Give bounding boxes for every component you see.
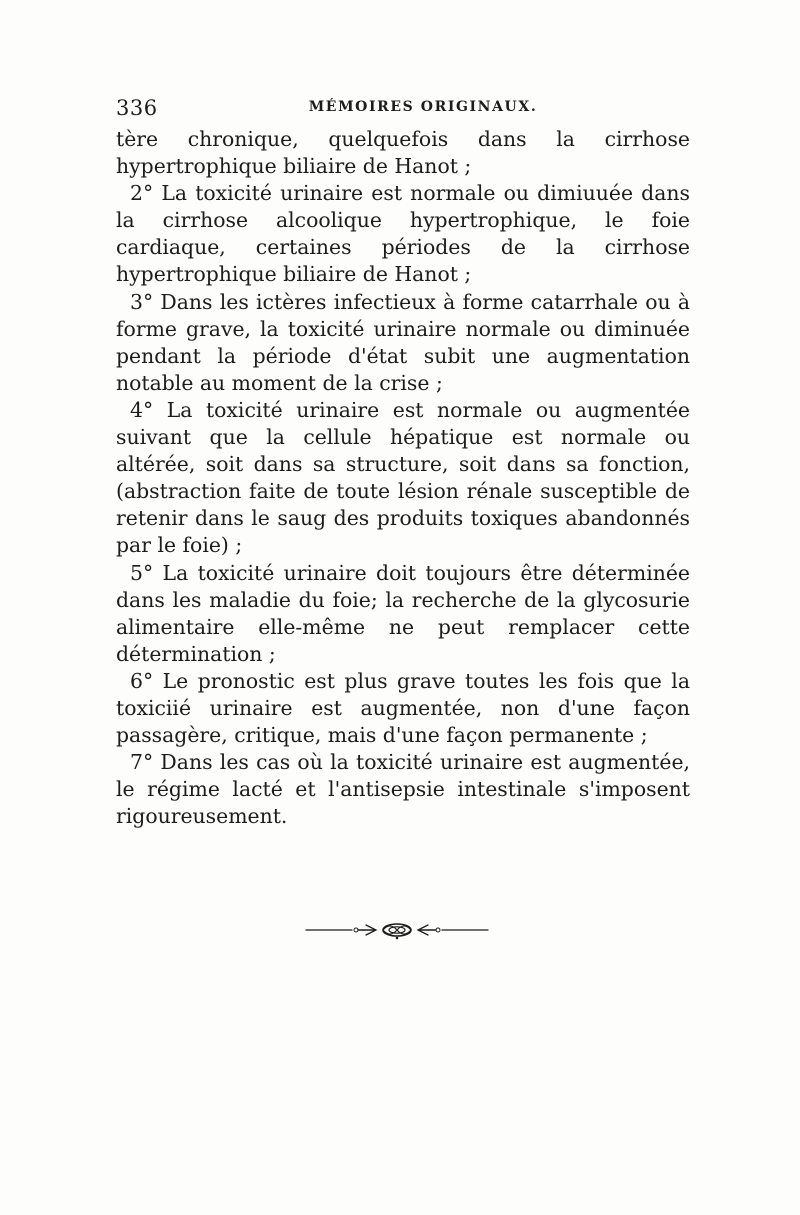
running-head-title: MÉMOIRES ORIGINAUX. <box>308 99 538 115</box>
paragraph-conclusion-4: 4° La toxicité urinaire est normale ou augmentée suivant que la cellule hépatique est normale ou altérée, soit dans sa structure, soit dans sa fonction, (abstraction faite de toute lésion rénale susceptible de retenir dans le saug des produits toxiques abandonnés par le foie) ; <box>116 397 690 558</box>
paragraph-conclusion-2: 2° La toxicité urinaire est normale ou dimiuuée dans la cirrhose alcoolique hypertrophique, le foie cardiaque, certaines périodes de la cirrhose hypertrophique biliaire de Hanot ; <box>116 181 690 287</box>
running-head <box>116 96 690 126</box>
paragraph-continuation: tère chronique, quelquefois dans la cirrhose hypertrophique biliaire de Hanot ; <box>116 127 690 179</box>
paragraph-conclusion-6: 6° Le pronostic est plus grave toutes les fois que la toxiciié urinaire est augmentée, non d'une façon passagère, critique, mais d'une façon permanente ; <box>116 668 690 748</box>
page-number: 336 <box>116 96 158 120</box>
fleuron-rule-icon <box>304 918 490 942</box>
body-text <box>116 126 690 830</box>
paragraph-conclusion-3: 3° Dans les ictères infectieux à forme catarrhale ou à forme grave, la toxicité urinaire normale ou diminuée pendant la période d'état subit une augmentation notable au moment de la crise ; <box>116 289 690 395</box>
paragraph-conclusion-5: 5° La toxicité urinaire doit toujours être déterminée dans les maladie du foie; la recherche de la glycosurie alimentaire elle-même ne peut remplacer cette détermination ; <box>116 560 690 666</box>
paragraph-conclusion-7: 7° Dans les cas où la toxicité urinaire est augmentée, le régime lacté et l'antisepsie intestinale s'imposent rigoureusement. <box>116 750 690 829</box>
